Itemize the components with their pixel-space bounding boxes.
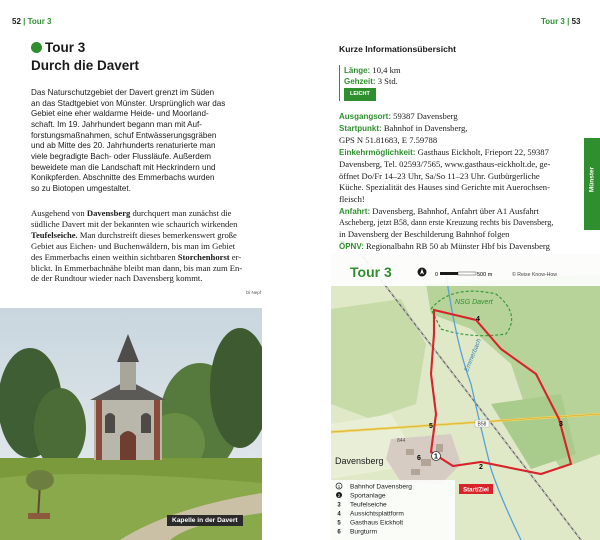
right-header-separator: |	[567, 17, 570, 26]
info-line	[339, 194, 571, 206]
info-overview-title: Kurze Informationsübersicht	[339, 44, 456, 54]
tour-map	[331, 254, 600, 540]
region-tab-label: Münster	[588, 166, 596, 193]
left-page-number: 52	[12, 17, 21, 26]
map-start-label: Start/Ziel	[463, 487, 489, 494]
tour-dot-icon	[31, 42, 42, 53]
intro-paragraph	[31, 88, 263, 195]
route-text: Man durchstreift dieses bemerkenswert große	[77, 229, 237, 240]
length-value: 10,4 km	[372, 65, 401, 75]
region-side-tab	[584, 138, 600, 230]
info-text: 59387 Davensberg	[391, 111, 458, 121]
route-line	[31, 273, 263, 284]
info-line	[339, 218, 571, 229]
intro-line: beweidete man die Landschaft mit Heckrindern und	[31, 162, 216, 172]
page-title: Durch die Davert	[31, 58, 140, 73]
map-copyright: © Reise Know-How	[512, 272, 558, 278]
info-text: öffnet Do/Fr 14–23 Uhr, Sa/So 11–23 Uhr. Gutbürgerliche	[339, 170, 540, 181]
info-text: GPS N 51.81683, E 7.59788	[339, 134, 438, 145]
legend-number: 1	[337, 484, 341, 490]
chapel-illustration	[0, 308, 262, 540]
map-drawing	[331, 254, 600, 540]
route-text: blickt. In Emmerbachnähe bleibt man dann, bis man zum En-	[31, 262, 243, 273]
right-page-number: 53	[571, 17, 581, 26]
info-line	[339, 206, 571, 218]
waypoint-2: 2	[479, 464, 483, 471]
tour-info-block	[339, 111, 571, 253]
legend-number: 4	[337, 511, 341, 518]
info-label: Anfahrt:	[339, 207, 371, 217]
info-label: ÖPNV:	[339, 241, 364, 251]
left-page-header	[12, 17, 51, 26]
route-line	[31, 263, 263, 274]
right-header-tour: Tour 3	[541, 17, 565, 26]
legend-text: Aussichtsplattform	[350, 510, 404, 518]
legend-text: Gasthaus Eickholt	[350, 519, 404, 527]
info-text: Gasthaus Eickholt, Frieport 22, 59387	[415, 146, 549, 157]
waypoint-3: 3	[559, 421, 563, 428]
tour-label: Tour 3	[45, 40, 86, 55]
map-scale-end: 500 m	[477, 272, 493, 278]
route-line	[31, 252, 263, 263]
map-stream-label: Emmerbach	[463, 337, 483, 373]
chapel-photo	[0, 308, 262, 540]
waypoint-4: 4	[476, 316, 480, 323]
waypoint-5: 5	[429, 423, 433, 430]
legend-number: 6	[337, 529, 341, 536]
info-label: Ausgangsort:	[339, 112, 391, 121]
waypoint-6: 6	[417, 455, 421, 462]
waypoint-1: 1	[434, 453, 438, 461]
info-line	[339, 147, 571, 159]
duration-row	[344, 76, 401, 87]
legend-number: 2	[337, 493, 341, 499]
legend-text: Teufelseiche	[350, 501, 387, 509]
route-line	[31, 219, 263, 230]
intro-line: Konikpferden. Abschnitte des Emmerbachs wurden	[31, 173, 215, 183]
info-line	[339, 229, 571, 241]
info-line	[339, 241, 571, 253]
photo-caption: Kapelle in der Davert	[167, 515, 243, 526]
route-line	[31, 230, 263, 241]
info-line	[339, 182, 571, 194]
route-text: er-	[229, 251, 242, 262]
map-title: Tour 3	[350, 264, 392, 280]
length-label: Länge:	[344, 66, 371, 75]
left-header-separator: |	[23, 17, 26, 26]
legend-number: 5	[337, 520, 341, 527]
length-row	[344, 65, 401, 76]
info-label: Startpunkt:	[339, 123, 382, 133]
route-text: Gebiet aus Eichen- und Buchenwäldern, bis man im Gebiet	[31, 240, 236, 251]
intro-line: Gebiet eine eher waldarme Heide- und Moorland-	[31, 109, 209, 119]
info-line	[339, 135, 571, 147]
route-line	[31, 208, 263, 219]
intro-line: forstungsmaßnahmen, schuf Entwässerungsgräben	[31, 130, 217, 140]
duration-label: Gehzeit:	[344, 77, 376, 86]
route-paragraph	[31, 208, 263, 284]
tour-heading	[31, 40, 85, 55]
route-text: südliche Davert mit der bekannten wie schaurich wirkenden	[31, 218, 238, 229]
intro-line: Das Naturschutzgebiet der Davert grenzt im Süden	[31, 88, 215, 97]
info-text: Davensberg, Bahnhof, Anfahrt über A1 Ausfahrt	[370, 206, 539, 217]
route-text: durchquert man zunächst die	[130, 208, 232, 218]
info-line	[339, 171, 571, 183]
map-road-label: 844	[397, 438, 406, 444]
route-bold-text: Davensberg	[86, 208, 131, 218]
intro-line: schaft. Im 19. Jahrhundert begann man mit Auf-	[31, 119, 202, 129]
info-label: Einkehrmöglichkeit:	[339, 147, 416, 157]
legend-text: Sportanlage	[350, 492, 386, 500]
intro-line: so zu Biotopen umgestaltet.	[31, 183, 131, 193]
info-line	[339, 111, 571, 123]
key-facts	[339, 65, 401, 101]
info-line	[339, 123, 571, 135]
route-bold-text: Teufelseiche.	[31, 229, 78, 240]
route-text: Ausgehend von	[31, 208, 87, 218]
duration-value: 3 Std.	[377, 76, 398, 86]
legend-text: Bahnhof Davensberg	[350, 483, 412, 491]
route-bold-text: Storchenhorst	[177, 251, 230, 262]
info-text: fleisch!	[339, 194, 365, 205]
map-scale-start: 0	[435, 272, 439, 278]
info-text: in Davensberg der Beschilderung Bahnhof folgen	[339, 229, 510, 240]
map-road-label-b58: B58	[477, 421, 487, 428]
photo-credit: Di Nepf	[246, 290, 262, 295]
info-text: Regionalbahn RB 50 ab Münster Hbf bis Davensberg	[363, 240, 550, 251]
left-header-tour: Tour 3	[27, 17, 52, 26]
route-text: de der Rundtour wieder nach Davensberg kommt.	[31, 273, 203, 284]
intro-line: viele begradigte Bach- oder Flussläufe. Außerdem	[31, 151, 211, 161]
map-town-label: Davensberg	[335, 456, 384, 466]
route-text: des Emmerbachs einen weithin sichtbaren	[31, 251, 178, 262]
info-text: Davensberg, Tel. 02593/7565, www.gasthaus-eickholt.de, ge-	[339, 158, 551, 169]
intro-line: an das Stadtgebiet von Münster. Ursprünglich war das	[31, 98, 226, 108]
route-line	[31, 241, 263, 252]
legend-number: 3	[337, 502, 341, 509]
intro-line: und ab Mitte des 20. Jahrhunderts renaturierte man	[31, 141, 216, 151]
difficulty-badge: LEICHT	[344, 88, 376, 101]
info-text: Bahnhof in Davensberg,	[381, 122, 468, 133]
map-area-label: NSG Davert	[455, 299, 493, 306]
info-text: Küche. Spezialität des Hauses sind Gerichte mit Auerochsen-	[339, 182, 550, 193]
info-line	[339, 159, 571, 171]
legend-text: Burgturm	[350, 528, 378, 536]
info-text: Ascheberg, jetzt B58, dann erste Kreuzung rechts bis Davensberg,	[339, 218, 554, 228]
right-page-header	[541, 17, 580, 26]
